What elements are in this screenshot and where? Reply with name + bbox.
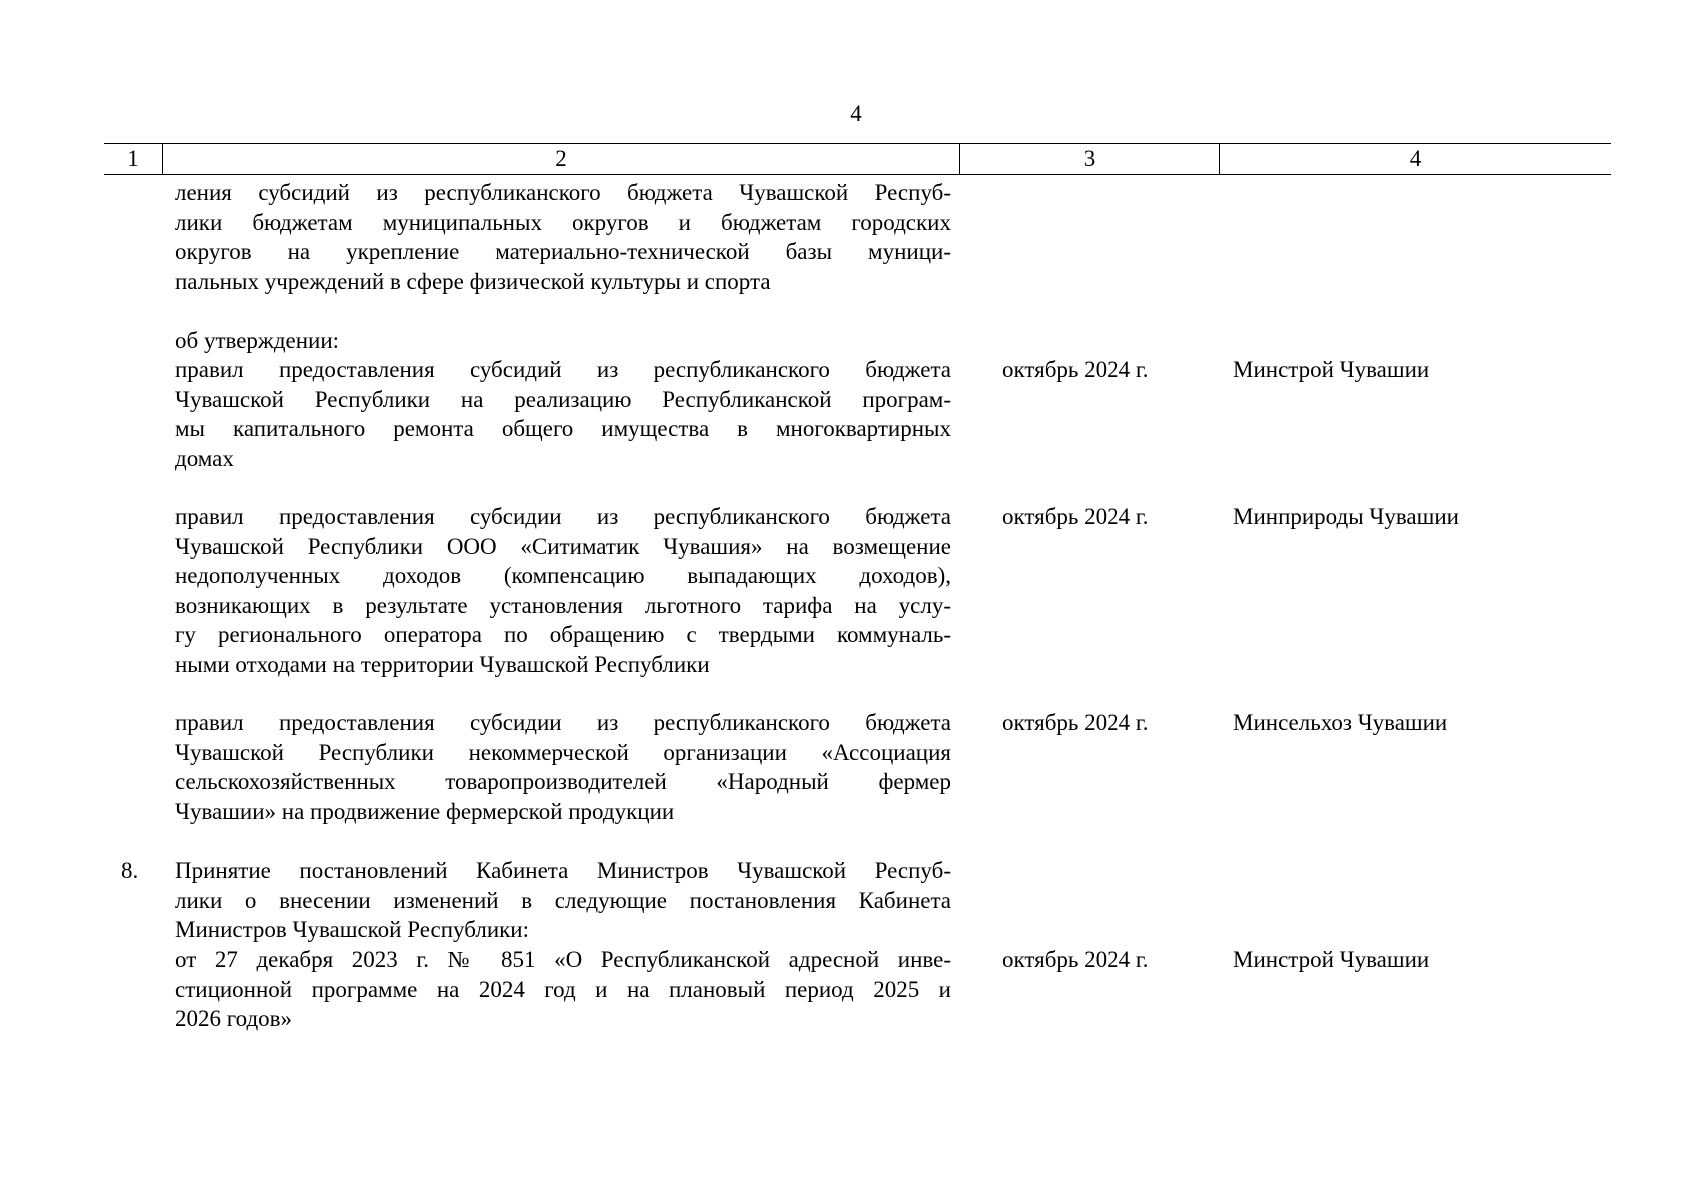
text-line: возникающих в результате установления льготного тарифа на услу- [175, 592, 951, 618]
text-line: Принятие постановлений Кабинета Министров Чувашской Респуб- [175, 858, 951, 883]
header-col-4: 4 [1409, 146, 1422, 171]
text-line: недополученных доходов (компенсацию выпадающих доходов), [175, 563, 951, 588]
approval-heading [175, 326, 951, 356]
text-line: лики о внесении изменений в следующие постановления Кабинета [175, 887, 951, 913]
rules-capital-repair-text [175, 355, 951, 473]
header-col-2: 2 [163, 144, 960, 174]
rules-farmer-responsible: Минсельхоз Чувашии [1233, 710, 1448, 735]
text-line: домах [175, 445, 234, 471]
header-col-3: 3 [960, 144, 1220, 174]
text-line: Чувашской Республики некоммерческой организации «Ассоциация [175, 739, 951, 765]
rules-farmer-date: октябрь 2024 г. [1002, 710, 1149, 735]
item-8-subitem [175, 945, 951, 1034]
item-8-responsible: Минстрой Чувашии [1233, 947, 1430, 972]
rules-citymatic-text [175, 502, 951, 679]
item-8-date: октябрь 2024 г. [1002, 947, 1149, 972]
text-line: от 27 декабря 2023 г. № 851 «О Республиканской адресной инве- [175, 947, 951, 972]
text-line: правил предоставления субсидий из республиканского бюджета [175, 357, 951, 382]
page-number: 4 [850, 101, 862, 126]
rules-citymatic-responsible: Минприроды Чувашии [1233, 504, 1459, 529]
text-line: правил предоставления субсидии из республиканского бюджета [175, 710, 951, 735]
text-line: стиционной программе на 2024 год и на плановый период 2025 и [175, 976, 951, 1002]
text-line: Чувашии» на продвижение фермерской продукции [175, 798, 675, 824]
text-line: пальных учреждений в сфере физической культуры и спорта [175, 268, 771, 294]
item-8-number: 8. [121, 858, 139, 883]
text-line: лики бюджетам муниципальных округов и бюджетам городских [175, 209, 951, 235]
text-line: Чувашской Республики ООО «Ситиматик Чувашия» на возмещение [175, 533, 951, 559]
text-line: ными отходами на территории Чувашской Республики [175, 651, 710, 677]
rules-citymatic-date: октябрь 2024 г. [1002, 504, 1149, 529]
rules-farmer-text [175, 708, 951, 826]
rules-capital-repair-responsible: Минстрой Чувашии [1233, 357, 1430, 382]
text-line: 2026 годов» [175, 1006, 293, 1031]
text-line: ления субсидий из республиканского бюджета Чувашской Респуб- [175, 180, 951, 205]
header-col-1: 1 [104, 144, 163, 174]
item-8-intro [175, 856, 951, 945]
rules-capital-repair-date: октябрь 2024 г. [1002, 357, 1149, 382]
text-line: округов на укрепление материально-технической базы муници- [175, 239, 951, 264]
text-line: правил предоставления субсидии из республиканского бюджета [175, 504, 951, 529]
text-line: об утверждении: [175, 328, 340, 353]
text-line: сельскохозяйственных товаропроизводителей «Народный фермер [175, 769, 951, 794]
text-line: Чувашской Республики на реализацию Республиканской програм- [175, 386, 951, 412]
table-header-row [104, 143, 1611, 175]
text-line: гу регионального оператора по обращению с твердыми коммуналь- [175, 622, 951, 647]
text-line: Министров Чувашской Республики: [175, 917, 529, 942]
text-line: мы капитального ремонта общего имущества в многоквартирных [175, 416, 951, 441]
continuation-text [175, 178, 951, 296]
